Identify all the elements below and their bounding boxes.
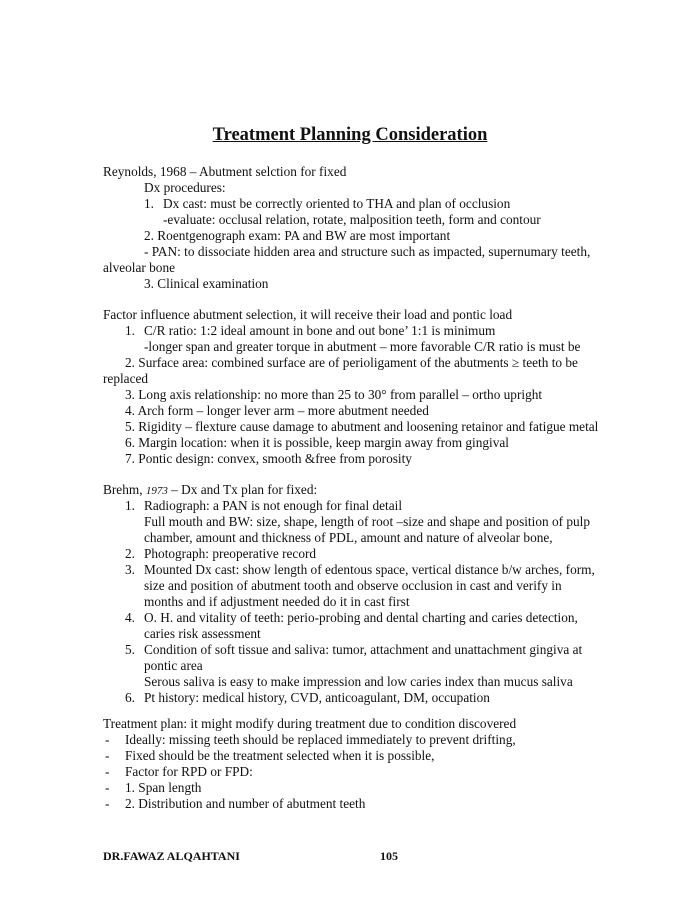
list-number: 2. xyxy=(125,546,135,561)
list-text: size and position of abutment tooth and observe occlusion in cast and verify in xyxy=(144,578,562,593)
factors-item-5: 5. Rigidity – flexture cause damage to abutment and loosening retainor and fatigue metal xyxy=(125,419,599,434)
bullet-text: 1. Span length xyxy=(125,780,202,795)
list-text: O. H. and vitality of teeth: perio-probing and dental charting and caries detection, xyxy=(144,610,578,625)
bullet-dash: - xyxy=(105,796,110,811)
brehm-item-line xyxy=(125,562,595,578)
list-text: Condition of soft tissue and saliva: tumor, attachment and unattachment gingiva at xyxy=(144,642,583,657)
list-number: 5. xyxy=(125,642,135,657)
list-text: Serous saliva is easy to make impression and low caries index than mucus saliva xyxy=(144,674,573,689)
list-text: Dx cast: must be correctly oriented to THA and plan of occlusion xyxy=(163,196,511,211)
bullet-dash: - xyxy=(105,780,110,795)
bullet-dash: - xyxy=(105,764,110,779)
reynolds-item-2: 2. Roentgenograph exam: PA and BW are most important xyxy=(144,228,451,243)
brehm-item-line xyxy=(125,498,402,514)
list-number: 1. xyxy=(125,498,135,513)
dx-procedures-label: Dx procedures: xyxy=(144,180,226,195)
factors-item-7: 7. Pontic design: convex, smooth &free from porosity xyxy=(125,451,412,466)
reynolds-pan-line-2: alveolar bone xyxy=(103,260,175,275)
list-text: Full mouth and BW: size, shape, length of root –size and shape and position of pulp xyxy=(144,514,590,529)
reynolds-heading: Reynolds, 1968 – Abutment selction for fixed xyxy=(103,164,347,179)
brehm-item-line xyxy=(144,594,410,610)
reynolds-pan-line-1: - PAN: to dissociate hidden area and structure such as impacted, supernumary teeth, xyxy=(144,244,591,259)
list-text: Pt history: medical history, CVD, anticoagulant, DM, occupation xyxy=(144,690,490,705)
bullet-text: Factor for RPD or FPD: xyxy=(125,764,253,779)
brehm-item-line xyxy=(144,658,203,674)
bullet-dash: - xyxy=(105,748,110,763)
list-text: C/R ratio: 1:2 ideal amount in bone and out bone’ 1:1 is minimum xyxy=(144,323,496,338)
treatment-bullet xyxy=(105,796,365,812)
factors-heading: Factor influence abutment selection, it will receive their load and pontic load xyxy=(103,307,513,322)
list-text: chamber, amount and thickness of PDL, amount and nature of alveolar bone, xyxy=(144,530,553,545)
bullet-text: Ideally: missing teeth should be replaced immediately to prevent drifting, xyxy=(125,732,516,747)
brehm-item-line xyxy=(125,690,490,706)
brehm-item-line xyxy=(125,546,316,562)
brehm-item-line xyxy=(125,610,578,626)
brehm-item-line xyxy=(144,626,261,642)
list-text: months and if adjustment needed do it in cast first xyxy=(144,594,410,609)
list-text: Mounted Dx cast: show length of edentous space, vertical distance b/w arches, form, xyxy=(144,562,595,577)
page-title: Treatment Planning Consideration xyxy=(212,125,488,145)
reynolds-item-1 xyxy=(144,196,510,212)
factors-item-4: 4. Arch form – longer lever arm – more abutment needed xyxy=(125,403,429,418)
brehm-item-line xyxy=(125,642,582,658)
reynolds-item-1-sub: -evaluate: occlusal relation, rotate, malposition teeth, form and contour xyxy=(163,212,541,227)
bullet-text: 2. Distribution and number of abutment teeth xyxy=(125,796,366,811)
brehm-author: Brehm, xyxy=(103,482,143,497)
list-number: 6. xyxy=(125,690,135,705)
factors-item-1 xyxy=(125,323,495,339)
footer-page-number: 105 xyxy=(380,849,398,863)
brehm-year: 1973 xyxy=(145,485,168,497)
factors-item-6: 6. Margin location: when it is possible, keep margin away from gingival xyxy=(125,435,509,450)
list-number: 1. xyxy=(144,196,154,211)
list-text: Radiograph: a PAN is not enough for final detail xyxy=(144,498,403,513)
list-text: Photograph: preoperative record xyxy=(144,546,317,561)
brehm-heading-text: – Dx and Tx plan for fixed: xyxy=(171,482,318,497)
treatment-bullet xyxy=(105,748,434,764)
bullet-text: Fixed should be the treatment selected when it is possible, xyxy=(125,748,435,763)
treatment-bullet xyxy=(105,732,516,748)
bullet-dash: - xyxy=(105,732,110,747)
factors-item-2-line-1: 2. Surface area: combined surface are of perioligament of the abutments ≥ teeth to be xyxy=(125,355,578,370)
treatment-bullet xyxy=(105,764,253,780)
treatment-heading: Treatment plan: it might modify during treatment due to condition discovered xyxy=(103,716,517,731)
factors-item-2-line-2: replaced xyxy=(103,371,149,386)
reynolds-item-3: 3. Clinical examination xyxy=(144,276,269,291)
brehm-item-line xyxy=(144,530,553,546)
treatment-bullet xyxy=(105,780,201,796)
list-text: caries risk assessment xyxy=(144,626,261,641)
list-number: 4. xyxy=(125,610,135,625)
list-number: 3. xyxy=(125,562,135,577)
brehm-heading xyxy=(103,482,317,499)
footer-author: DR.FAWAZ ALQAHTANI xyxy=(103,849,240,863)
brehm-item-line xyxy=(144,578,562,594)
factors-item-3: 3. Long axis relationship: no more than 25 to 30° from parallel – ortho upright xyxy=(125,387,543,402)
list-text: pontic area xyxy=(144,658,203,673)
brehm-item-line xyxy=(144,674,573,690)
factors-item-1-sub: -longer span and greater torque in abutment – more favorable C/R ratio is must be xyxy=(144,339,581,354)
brehm-item-line xyxy=(144,514,590,530)
list-number: 1. xyxy=(125,323,135,338)
